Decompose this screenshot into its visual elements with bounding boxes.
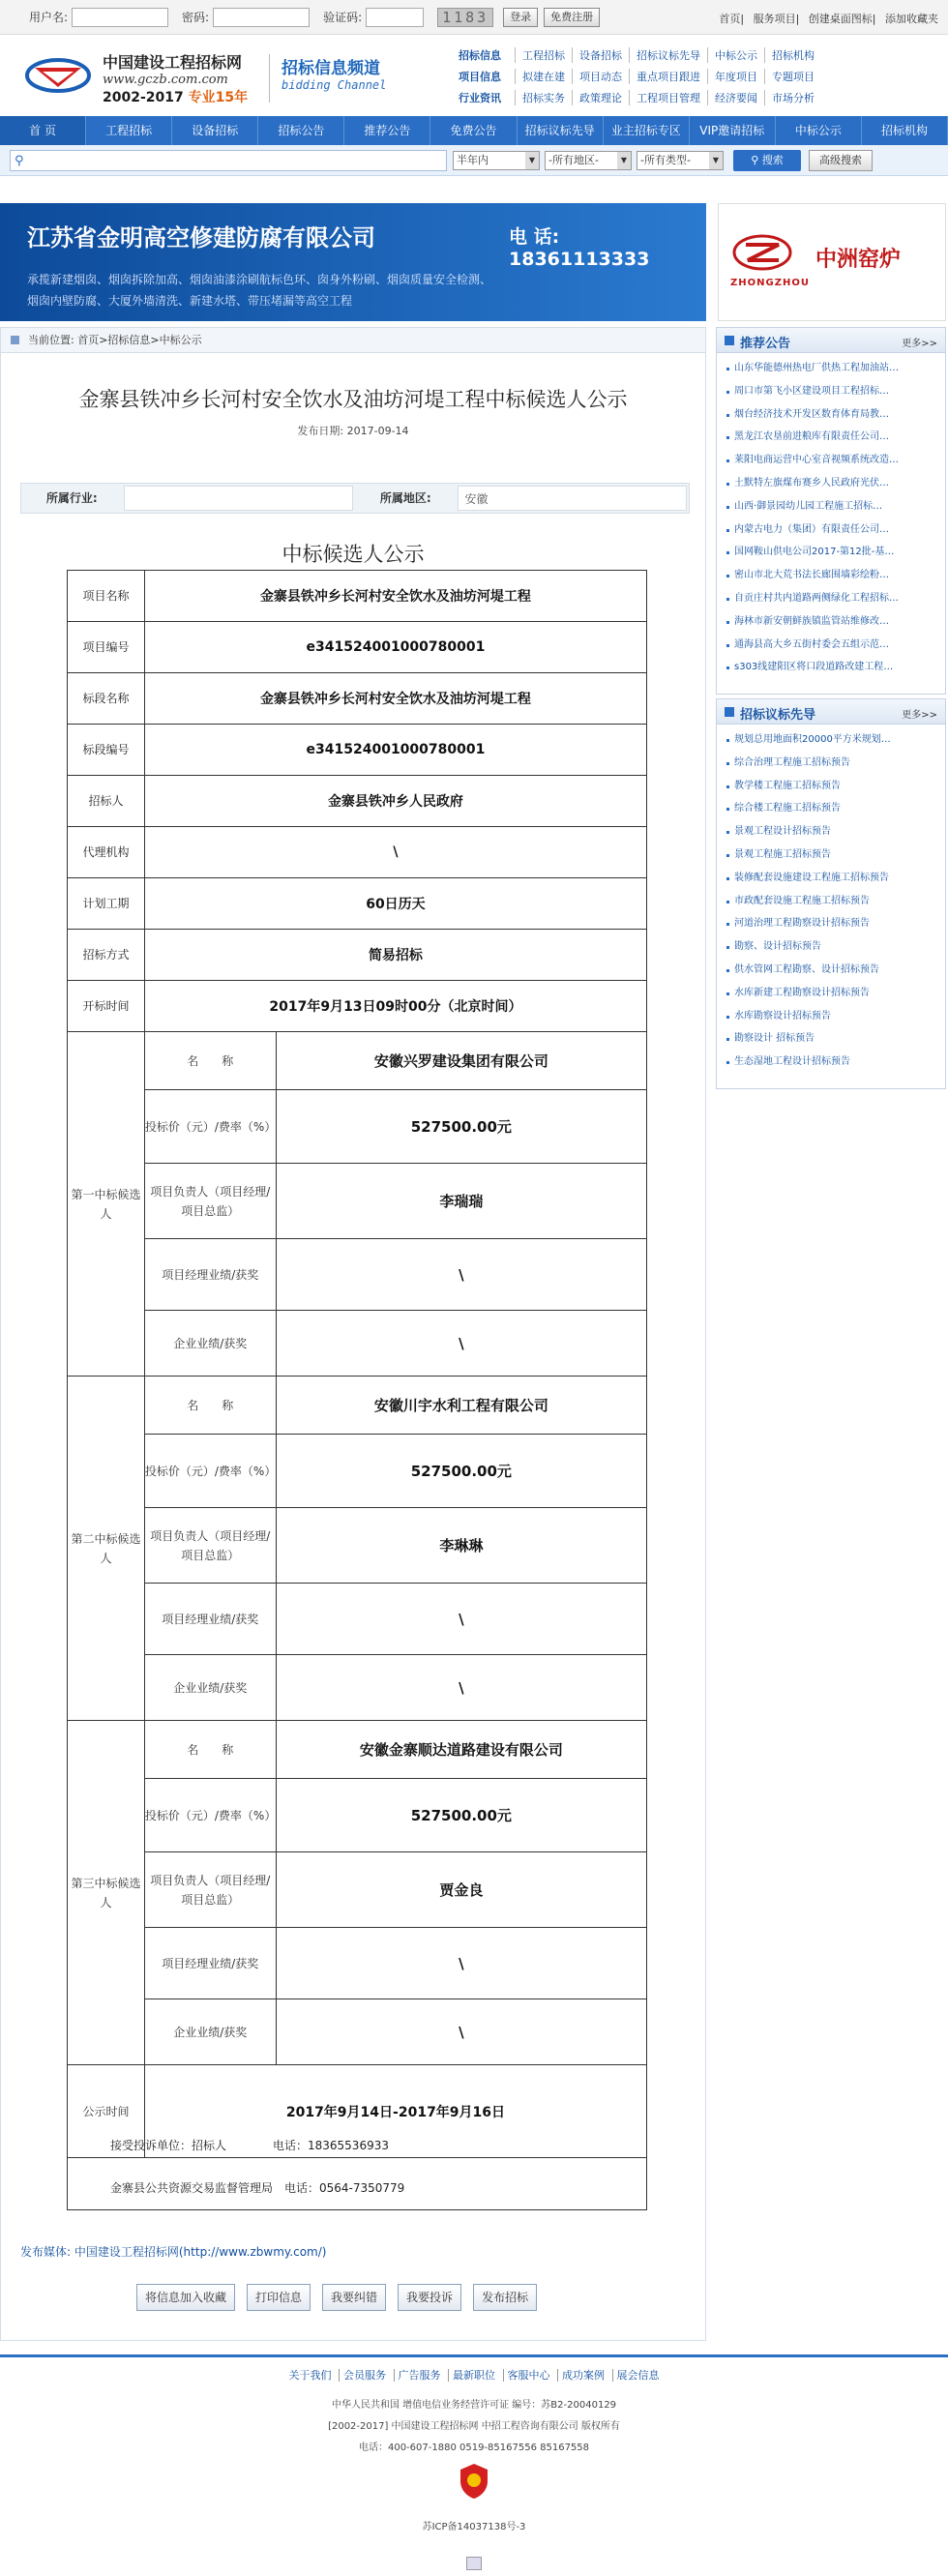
list-item[interactable]: 海林市新安朝鲜族镇监管站维修改… [725,610,937,634]
duration: 60日历天 [144,878,646,930]
panel-icon [725,336,734,345]
media-link[interactable]: 中国建设工程招标网(http://www.zbwmy.com/) [74,2245,327,2259]
channel-name: 招标信息频道 [281,59,380,78]
open-time: 2017年9月13日09时00分（北京时间） [144,981,646,1032]
top-right-links: 首页| 服务项目| 创建桌面图标| 添加收藏夹 [719,13,938,25]
candidate-2-manager-perf: \ [276,1584,646,1655]
candidate-2-manager: 李琳琳 [276,1508,646,1584]
list-item[interactable]: 综合楼工程施工招标预告 [725,797,937,820]
candidate-2-group: 第二中标候选人 [68,1377,145,1721]
footer [0,2354,948,2576]
candidate-2-company-perf: \ [276,1655,646,1721]
region-select[interactable]: -所有地区- ▼ [545,151,632,170]
breadcrumb [1,328,705,353]
list-item[interactable]: 山东华能德州热电厂供热工程加油站… [725,357,937,380]
period: 2017年9月14日-2017年9月16日 [144,2065,646,2158]
breadcrumb-text[interactable]: 当前位置: 首页>招标信息>中标公示 [28,334,202,346]
footer-link[interactable]: 展会信息 [612,2369,664,2382]
candidate-1-manager-perf: \ [276,1239,646,1311]
type-select[interactable]: -所有类型- ▼ [637,151,724,170]
candidate-manager-perf-label: 项目经理业绩/获奖 [144,1928,276,1999]
section-no: e341524001000780001 [144,725,646,776]
candidate-company-perf-label: 企业业绩/获奖 [144,1999,276,2065]
login-bar [0,0,948,35]
list-item[interactable]: 黑龙江农垦前进粮库有限责任公司… [725,426,937,449]
candidate-2-name: 安徽川宇水利工程有限公司 [276,1377,646,1435]
list-item[interactable]: 景观工程设计招标预告 [725,820,937,844]
project-no: e341524001000780001 [144,622,646,673]
quick-link[interactable]: 设备招标 [572,47,629,63]
candidate-3-manager: 贾金良 [276,1852,646,1928]
open-time-label: 开标时间 [68,981,145,1032]
period-label: 公示时间 [68,2065,145,2158]
nav-engineering[interactable]: 工程招标 [86,116,172,145]
channel-title [269,54,386,103]
search-button[interactable]: ⚲ 搜索 [733,150,801,171]
search-input[interactable] [10,150,447,171]
ad-brand-cn: 中洲窑炉 [815,248,902,272]
nav-equipment[interactable]: 设备招标 [172,116,258,145]
nav-owner[interactable]: 业主招标专区 [604,116,690,145]
candidate-1-group: 第一中标候选人 [68,1032,145,1377]
banner-phone: 电 话: 18361113333 [509,226,650,270]
search-icon: ⚲ [15,154,24,168]
agency-label: 代理机构 [68,827,145,878]
ad-banner[interactable] [718,203,946,321]
breadcrumb-icon [11,336,19,344]
candidate-name-label: 名 称 [144,1032,276,1090]
candidate-manager-perf-label: 项目经理业绩/获奖 [144,1239,276,1311]
recommended-list [717,353,945,683]
list-item[interactable]: 内蒙古电力（集团）有限责任公司… [725,518,937,542]
service-link[interactable]: 服务项目 [753,13,796,25]
period-select[interactable]: 半年内 ▼ [453,151,540,170]
captcha-label: 验证码: [323,11,363,24]
chevron-down-icon: ▼ [709,152,723,169]
project-no-label: 项目编号 [68,622,145,673]
complaint-button[interactable]: 我要投诉 [398,2284,461,2311]
list-item[interactable]: 规划总用地面积20000平方米规划… [725,728,937,752]
list-item[interactable]: 勘察设计 招标预告 [725,1027,937,1051]
quick-row-head[interactable]: 项目信息 [459,71,501,83]
recommended-panel [716,327,946,695]
candidate-name-label: 名 称 [144,1377,276,1435]
list-item[interactable]: 土默特左旗煤布赛乡人民政府光伏… [725,472,937,495]
list-item[interactable]: 景观工程施工招标预告 [725,844,937,867]
main-nav [0,116,948,145]
candidate-price-label: 投标价（元）/费率（%） [144,1090,276,1164]
company-banner[interactable] [0,203,706,321]
section-name-label: 标段名称 [68,673,145,725]
quick-row-project [459,66,942,87]
candidate-company-perf-label: 企业业绩/获奖 [144,1655,276,1721]
list-item[interactable]: 密山市北大荒书法长廊围墙彩绘粉… [725,564,937,587]
nav-vip[interactable]: VIP邀请招标 [690,116,776,145]
candidate-3-name: 安徽金寨顺达道路建设有限公司 [276,1721,646,1779]
list-item[interactable]: 市政配套设施工程施工招标预告 [725,890,937,913]
candidate-1-manager: 李瑞瑞 [276,1164,646,1239]
pioneer-panel [716,698,946,1089]
list-item[interactable]: 河道治理工程勘察设计招标预告 [725,912,937,935]
recommended-header [717,328,945,353]
footer-license: 中华人民共和国 增值电信业务经营许可证 编号：苏B2-20040129 [331,2400,617,2411]
chevron-down-icon: ▼ [525,152,539,169]
banner-desc-1: 承揽新建烟囱、烟囱拆除加高、烟囱油漆涂刷航标色环、囱身外粉刷、烟囱质量安全检测、 [27,273,492,286]
login-button[interactable]: 登录 [503,8,538,27]
supervision-contact: 金寨县公共资源交易监督管理局 电话：0564-7350779 [110,2181,405,2195]
nav-recommended[interactable]: 推荐公告 [344,116,430,145]
quick-row-news [459,87,942,108]
nav-agencies[interactable]: 招标机构 [862,116,948,145]
quick-link[interactable]: 专题项目 [764,69,821,84]
pioneer-list [717,725,945,1078]
tenderer: 金寨县铁冲乡人民政府 [144,776,646,827]
pioneer-title: 招标议标先导 [740,708,816,723]
region-label: 所属地区: [379,491,431,505]
action-buttons [136,2284,548,2311]
candidate-company-perf-label: 企业业绩/获奖 [144,1311,276,1377]
site-name: 中国建设工程招标网 [103,53,243,72]
zhongzhou-logo-icon [732,233,792,272]
nav-pioneer[interactable]: 招标议标先导 [518,116,604,145]
quick-link[interactable]: 经济要闻 [707,90,764,105]
list-item[interactable]: 水库新建工程勘察设计招标预告 [725,982,937,1005]
list-item[interactable]: s303线建阳区将口段道路改建工程… [725,656,937,679]
username-input[interactable] [72,8,168,27]
print-button[interactable]: 打印信息 [247,2284,311,2311]
footer-link[interactable]: 关于我们 [288,2369,332,2382]
quick-link[interactable]: 招标议标先导 [629,47,707,63]
advanced-search-button[interactable]: 高级搜索 [809,150,873,171]
username-label: 用户名: [29,11,69,24]
quick-link[interactable]: 招标实务 [515,90,572,105]
meta-row [20,483,690,514]
password-input[interactable] [213,8,310,27]
panel-icon [725,707,734,717]
desktop-icon-link[interactable]: 创建桌面图标 [808,13,873,25]
media-label: 发布媒体: [20,2245,72,2259]
footer-link[interactable]: 会员服务 [339,2369,390,2382]
method: 简易招标 [144,930,646,981]
candidate-manager-label: 项目负责人（项目经理/项目总监） [144,1508,276,1584]
project-name-label: 项目名称 [68,571,145,622]
banner-company: 江苏省金明高空修建防腐有限公司 [27,224,375,252]
footer-link[interactable]: 广告服务 [394,2369,445,2382]
channel-name-en: bidding Channel [281,78,387,92]
candidate-1-price: 527500.00元 [276,1090,646,1164]
nav-notices[interactable]: 招标公告 [258,116,344,145]
quick-link[interactable]: 市场分析 [764,90,821,105]
add-favorite-button[interactable]: 将信息加入收藏 [136,2284,235,2311]
page-title: 金寨县铁冲乡长河村安全饮水及油坊河堤工程中标候选人公示 [78,388,628,411]
nav-free[interactable]: 免费公告 [430,116,517,145]
complaint-contact: 接受投诉单位：招标人 电话：18365536933 [110,2139,389,2152]
quick-row-head[interactable]: 行业资讯 [459,92,501,104]
tenderer-label: 招标人 [68,776,145,827]
quick-links [459,44,942,108]
captcha-input[interactable] [366,8,424,27]
candidate-manager-perf-label: 项目经理业绩/获奖 [144,1584,276,1655]
list-item[interactable]: 周口市第飞小区建设项目工程招标… [725,380,937,403]
chevron-down-icon: ▼ [617,152,631,169]
footer-phone: 电话：400-607-1880 0519-85167556 85167558 [358,2443,590,2453]
quick-link[interactable]: 政策理论 [572,90,629,105]
candidate-name-label: 名 称 [144,1721,276,1779]
candidate-price-label: 投标价（元）/费率（%） [144,1779,276,1852]
site-years: 2002-2017 专业15年 [103,90,249,105]
nav-winning[interactable]: 中标公示 [776,116,862,145]
notice-heading: 中标候选人公示 [281,543,425,566]
footer-link[interactable]: 客服中心 [503,2369,554,2382]
quick-link[interactable]: 招标机构 [764,47,821,63]
captcha-image[interactable]: 1183 [437,8,493,27]
list-item[interactable]: 烟台经济技术开发区数育体育局教… [725,403,937,427]
candidate-price-label: 投标价（元）/费率（%） [144,1435,276,1508]
header [0,35,948,116]
list-item[interactable]: 教学楼工程施工招标预告 [725,775,937,798]
register-button[interactable]: 免费注册 [544,8,600,27]
stats-icon[interactable] [466,2557,482,2570]
quick-link[interactable]: 工程招标 [515,47,572,63]
footer-links [0,2367,948,2383]
project-name: 金寨县铁冲乡长河村安全饮水及油坊河堤工程 [144,571,646,622]
candidate-1-name: 安徽兴罗建设集团有限公司 [276,1032,646,1090]
banner-desc-2: 烟囱内壁防腐、大厦外墙清洗、新建水塔、带压堵漏等高空工程 [27,294,353,308]
publish-media [20,2243,326,2260]
password-label: 密码: [182,11,210,24]
contact-block [67,2116,647,2210]
candidate-manager-label: 项目负责人（项目经理/项目总监） [144,1164,276,1239]
candidate-3-price: 527500.00元 [276,1779,646,1852]
list-item[interactable]: 山西·御景园幼儿园工程施工招标… [725,495,937,518]
nav-home[interactable]: 首 页 [0,116,86,145]
site-name-block [103,50,248,106]
quick-row-bidding [459,44,942,66]
home-link[interactable]: 首页 [719,13,741,25]
candidate-3-company-perf: \ [276,1999,646,2065]
site-url: www.gczb.com.com [103,73,228,87]
list-item[interactable]: 通海县高大乡五街村委会五组示范… [725,634,937,657]
quick-link[interactable]: 中标公示 [707,47,764,63]
list-item[interactable]: 供水管网工程勘察、设计招标预告 [725,959,937,982]
recommended-title: 推荐公告 [740,337,791,351]
list-item[interactable]: 莱阳电商运营中心室音视频系统改造… [725,449,937,472]
publish-tender-button[interactable]: 发布招标 [473,2284,537,2311]
report-error-button[interactable]: 我要纠错 [322,2284,386,2311]
candidate-table [67,570,647,2158]
publish-date: 发布日期: 2017-09-14 [297,425,409,437]
quick-link[interactable]: 拟建在建 [515,69,572,84]
footer-copyright: [2002-2017] 中国建设工程招标网 中招工程咨询有限公司 版权所有 [328,2421,620,2432]
footer-icp[interactable]: 苏ICP备14037138号-3 [422,2522,526,2532]
agency: \ [144,827,646,878]
favorite-link[interactable]: 添加收藏夹 [885,13,938,25]
candidate-manager-label: 项目负责人（项目经理/项目总监） [144,1852,276,1928]
list-item[interactable]: 生态湿地工程设计招标预告 [725,1051,937,1074]
industry-value [124,486,353,511]
list-item[interactable]: 自贡庄村共内道路两侧绿化工程招标… [725,587,937,610]
list-item[interactable]: 水库勘察设计招标预告 [725,1005,937,1028]
quick-link[interactable]: 重点项目跟进 [629,69,707,84]
list-item[interactable]: 装修配套设施建设工程施工招标预告 [725,867,937,890]
industry-label: 所属行业: [45,491,98,505]
candidate-3-group: 第三中标候选人 [68,1721,145,2065]
quick-row-head[interactable]: 招标信息 [459,49,501,62]
site-logo-icon[interactable] [23,48,93,101]
quick-link[interactable]: 工程项目管理 [629,90,707,105]
list-item[interactable]: 国网鞍山供电公司2017-第12批-基… [725,541,937,564]
candidate-2-price: 527500.00元 [276,1435,646,1508]
section-name: 金寨县铁冲乡长河村安全饮水及油坊河堤工程 [144,673,646,725]
quick-link[interactable]: 年度项目 [707,69,764,84]
list-item[interactable]: 综合治理工程施工招标预告 [725,752,937,775]
quick-link[interactable]: 项目动态 [572,69,629,84]
candidate-3-manager-perf: \ [276,1928,646,1999]
footer-link[interactable]: 成功案例 [557,2369,608,2382]
method-label: 招标方式 [68,930,145,981]
duration-label: 计划工期 [68,878,145,930]
search-bar [0,145,948,176]
candidate-1-company-perf: \ [276,1311,646,1377]
section-no-label: 标段编号 [68,725,145,776]
footer-link[interactable]: 最新职位 [448,2369,499,2382]
recommended-more-link[interactable]: 更多>> [902,339,937,349]
ad-brand-en: ZHONGZHOU [730,278,810,288]
pioneer-header [717,699,945,725]
list-item[interactable]: 勘察、设计招标预告 [725,935,937,959]
main-content [0,327,706,2341]
pioneer-more-link[interactable]: 更多>> [902,710,937,721]
region-value: 安徽 [458,486,687,511]
police-badge-icon[interactable] [459,2462,489,2501]
